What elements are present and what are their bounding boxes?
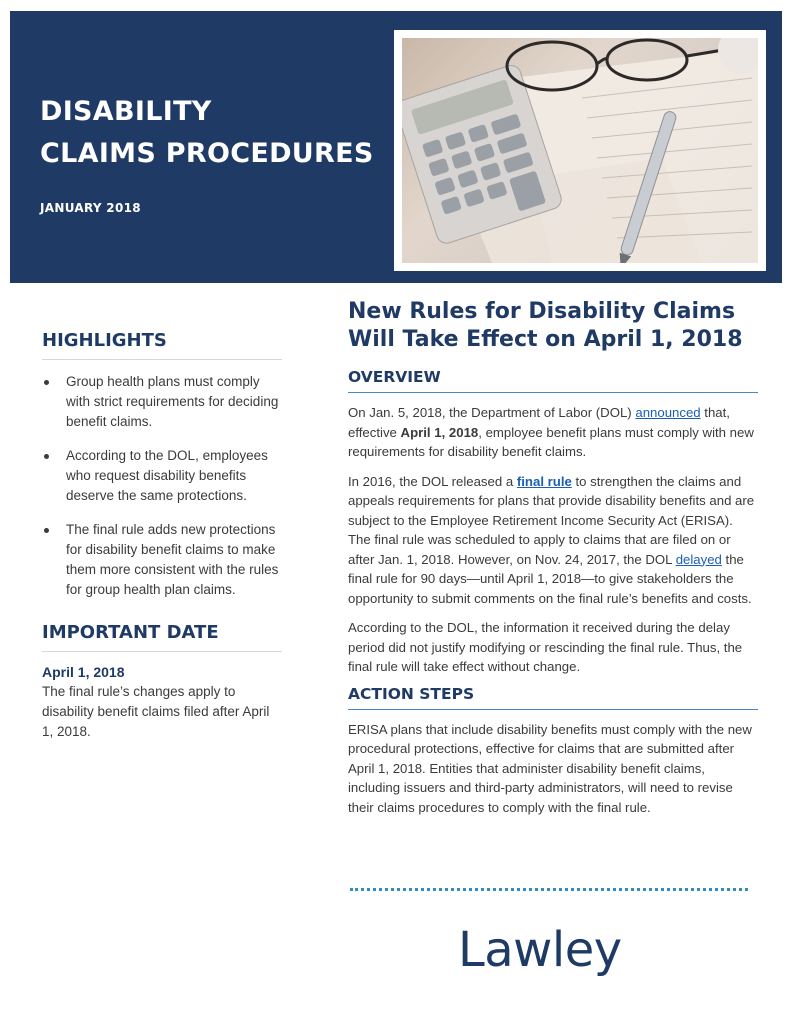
header-banner (10, 11, 782, 283)
article-title-line-1: New Rules for Disability Claims (348, 299, 736, 324)
action-steps-heading: ACTION STEPS (348, 685, 758, 710)
highlights-list (42, 372, 282, 600)
important-date-value: April 1, 2018 (42, 664, 125, 680)
list-item (42, 446, 282, 506)
text-run: , employee benefit plans must comply with new requirements for disability benefit claims. (348, 424, 754, 459)
calculator-glasses-pen-photo (402, 38, 758, 263)
header-photo-frame (394, 30, 766, 271)
sidebar (42, 330, 282, 742)
bullet-icon (44, 528, 49, 533)
lawley-logo: Lawley (458, 922, 622, 978)
delayed-link[interactable]: delayed (675, 551, 722, 567)
photo-illustration (402, 38, 758, 263)
text-run: the final rule for 90 days—until April 1, 2018—to give stakeholders the opportunity to submit comments on the final rule’s benefits and costs. (348, 551, 752, 606)
effective-date: April 1, 2018 (400, 424, 479, 440)
text-run: that, effective (348, 405, 730, 440)
title-line-1: DISABILITY (40, 96, 212, 127)
text-run: to strengthen the claims and appeals requirements for plans that provide disability benefits and are subject to the Employee Retirement Income Security Act (ERISA). The final rule was scheduled to apply to claims that are filed on or after Jan. 1, 2018. However, on Nov. 24, 2017, the DOL (348, 473, 755, 567)
article (348, 298, 758, 817)
highlights-heading: HIGHLIGHTS (42, 330, 282, 360)
bullet-icon (44, 380, 49, 385)
final-rule-link[interactable]: final rule (516, 473, 572, 489)
action-steps-paragraph: ERISA plans that include disability benefits must comply with the new procedural protections, effective for claims that are submitted after April 1, 2018. Entities that administer disability benefit claims, including issuers and third-party administrators, will need to revise their claims procedures to comply with the final rule. (348, 721, 752, 815)
highlight-text: The final rule adds new protections for disability benefit claims to make them more consistent with the rules for group health plan claims. (66, 522, 279, 597)
overview-paragraph-1 (348, 403, 758, 462)
important-date-heading: IMPORTANT DATE (42, 622, 282, 652)
overview-paragraph-2 (348, 472, 758, 609)
publication-date: JANUARY 2018 (40, 201, 141, 215)
announced-link[interactable]: announced (635, 405, 701, 420)
highlight-text: Group health plans must comply with strict requirements for deciding benefit claims. (66, 374, 279, 429)
list-item (42, 372, 282, 432)
bullet-icon (44, 454, 49, 459)
footer-divider (350, 888, 748, 891)
title-line-2: CLAIMS PROCEDURES (40, 138, 374, 169)
list-item (42, 520, 282, 600)
text-run: In 2016, the DOL released a (348, 473, 517, 489)
highlight-text: According to the DOL, employees who request disability benefits deserve the same protections. (66, 448, 268, 503)
document-title (40, 91, 374, 175)
important-date-text: The final rule’s changes apply to disability benefit claims filed after April 1, 2018. (42, 684, 270, 739)
overview-paragraph-3: According to the DOL, the information it received during the delay period did not justify modifying or rescinding the final rule. Thus, the final rule will take effect without change. (348, 620, 743, 674)
overview-heading: OVERVIEW (348, 368, 758, 393)
article-title-line-2: Will Take Effect on April 1, 2018 (348, 327, 743, 352)
text-run: On Jan. 5, 2018, the Department of Labor (DOL) (348, 405, 636, 420)
article-title (348, 298, 758, 354)
